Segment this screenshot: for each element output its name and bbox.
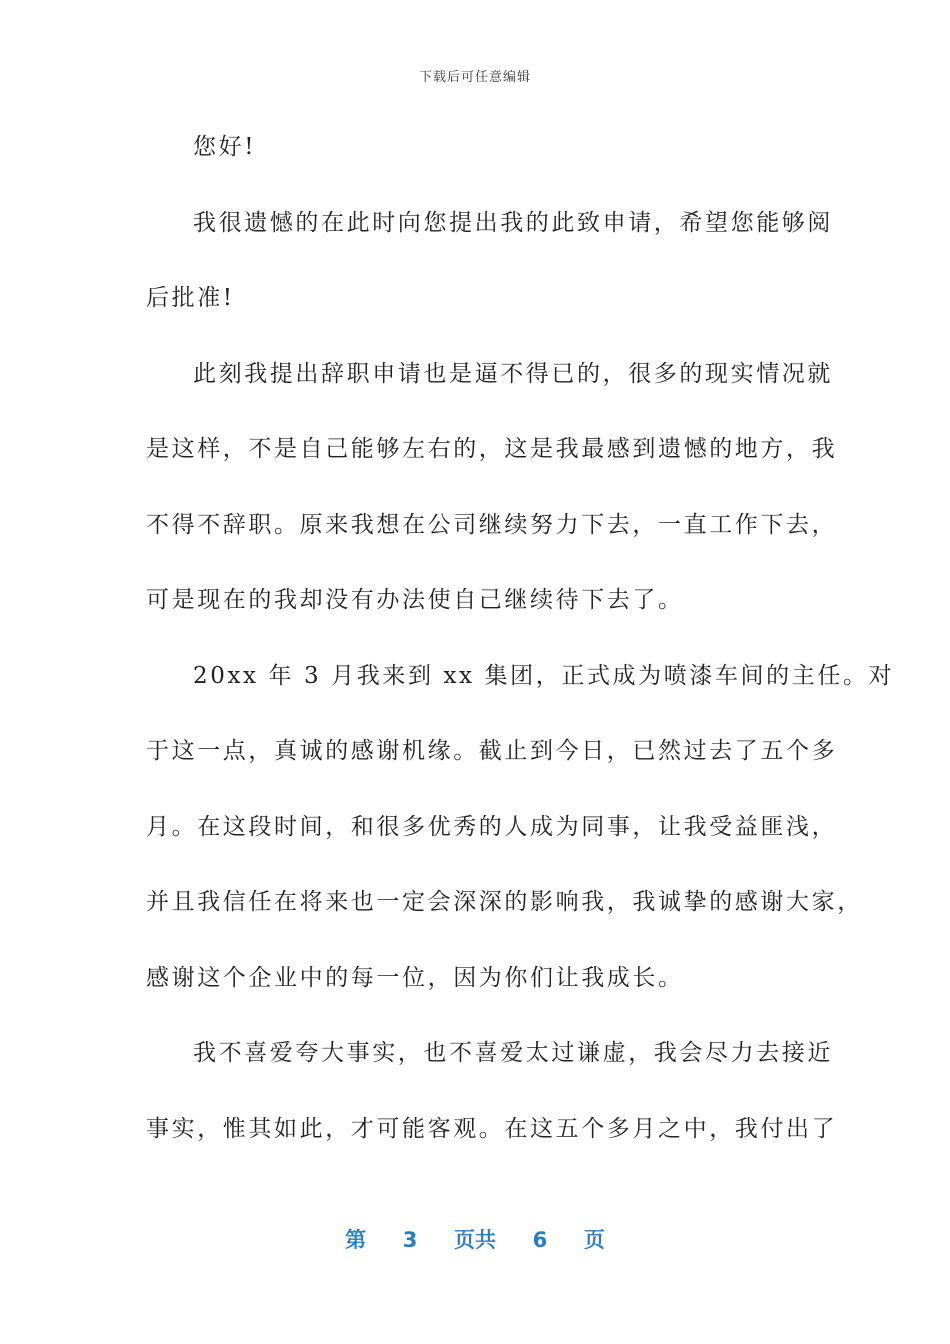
paragraph-line: 是这样，不是自己能够左右的，这是我最感到遗憾的地方，我 — [146, 436, 838, 462]
footer-prefix: 第 — [345, 1228, 367, 1252]
paragraph-line: 您好! — [193, 134, 257, 160]
footer-suffix: 页 — [583, 1228, 605, 1252]
page-footer — [0, 1224, 950, 1254]
page-header: 下载后可任意编辑 — [418, 70, 531, 85]
paragraph-line: 于这一点，真诚的感谢机缘。截止到今日，已然过去了五个多 — [146, 738, 838, 764]
total-pages-number: 6 — [532, 1228, 548, 1252]
paragraph-line: 月。在这段时间，和很多优秀的人成为同事，让我受益匪浅， — [146, 813, 838, 840]
footer-middle: 页共 — [454, 1228, 496, 1252]
paragraph-line: 事实，惟其如此，才可能客观。在这五个多月之中，我付出了 — [146, 1115, 838, 1142]
paragraph-line: 我很遗憾的在此时向您提出我的此致申请，希望您能够阅 — [193, 209, 833, 236]
paragraph-line: 20xx 年 3 月我来到 xx 集团，正式成为喷漆车间的主任。对 — [193, 662, 895, 689]
paragraph-line: 感谢这个企业中的每一位，因为你们让我成长。 — [146, 964, 684, 991]
paragraph-line: 我不喜爱夸大事实，也不喜爱太过谦虚，我会尽力去接近 — [193, 1040, 833, 1066]
letter-body — [146, 124, 895, 1181]
paragraph-line: 不得不辞职。原来我想在公司继续努力下去，一直工作下去， — [146, 511, 838, 538]
paragraph-line: 后批准! — [146, 285, 235, 311]
paragraph-line: 此刻我提出辞职申请也是逼不得已的，很多的现实情况就 — [193, 360, 833, 387]
current-page-number: 3 — [402, 1228, 418, 1252]
paragraph-line: 可是现在的我却没有办法使自己继续待下去了。 — [146, 587, 684, 613]
paragraph-line: 并且我信任在将来也一定会深深的影响我，我诚挚的感谢大家， — [146, 889, 863, 915]
